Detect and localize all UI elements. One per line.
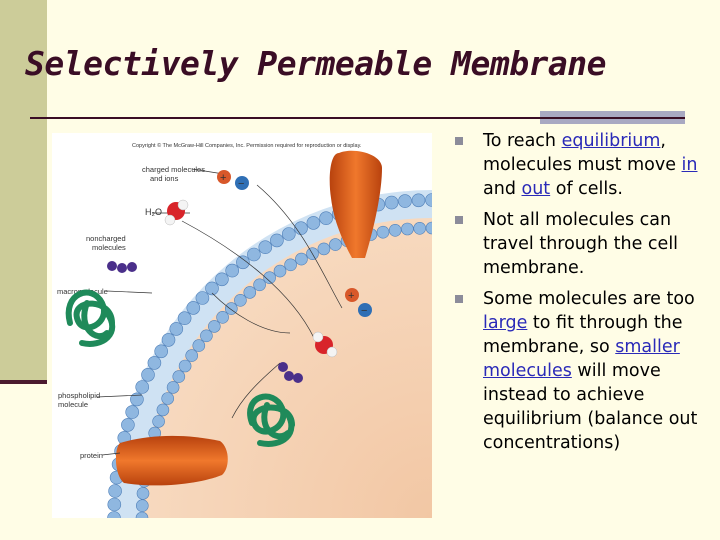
phospholipid-head	[329, 239, 341, 251]
label-charged-2: and ions	[150, 174, 179, 183]
phospholipid-head	[234, 294, 246, 306]
positive-ion-sign: +	[220, 172, 227, 184]
phospholipid-head	[226, 264, 239, 277]
slide-title: Selectively Permeable Membrane	[25, 44, 607, 83]
phospholipid-head	[178, 312, 191, 325]
membrane-illustration	[52, 133, 432, 518]
phospholipid-head	[399, 195, 412, 208]
bullet-list	[455, 129, 710, 462]
phospholipid-head	[200, 330, 212, 342]
phospholipid-head	[155, 345, 168, 358]
label-phospholipid-2: molecule	[58, 400, 89, 409]
phospholipid-head	[389, 224, 401, 236]
bullet-marker	[455, 216, 463, 224]
phospholipid-head	[215, 273, 228, 286]
phospholipid-head	[259, 241, 272, 254]
hyperlink[interactable]: smaller molecules	[483, 337, 680, 381]
hyperlink[interactable]: out	[521, 179, 551, 199]
phospholipid-head	[187, 301, 200, 314]
label-water: H₂O	[145, 207, 162, 217]
positive-ion-inside-sign: +	[348, 290, 355, 302]
phospholipid-head	[137, 487, 149, 499]
phospholipid-head	[179, 360, 191, 372]
phospholipid-head	[162, 333, 175, 346]
label-charged-1: charged molecules	[142, 165, 205, 174]
phospholipid-head	[121, 418, 134, 431]
phospholipid-head	[274, 265, 286, 277]
bullet-text	[483, 210, 678, 278]
phospholipid-head	[295, 253, 307, 265]
phospholipid-head	[126, 406, 139, 419]
bullet-text-segment: Not all molecules can travel through the cell membrane.	[483, 210, 679, 278]
bullet-item	[455, 287, 710, 455]
label-noncharged-1: noncharged	[86, 234, 126, 243]
negative-ion-inside-sign: −	[361, 305, 368, 317]
phospholipid-head	[142, 368, 155, 381]
phospholipid-head	[414, 222, 426, 234]
phospholipid-head	[401, 223, 413, 235]
channel-protein-bottom	[116, 436, 228, 486]
phospholipid-head	[217, 311, 229, 323]
phospholipid-head	[162, 393, 174, 405]
label-phospholipid-1: phospholipid	[58, 391, 101, 400]
phospholipid-head	[173, 371, 185, 383]
phospholipid-head	[318, 243, 330, 255]
water-molecule-outside	[165, 200, 188, 225]
bullet-text-segment: Some molecules are too	[483, 289, 695, 309]
bullet-marker	[455, 137, 463, 145]
phospholipid-head	[254, 279, 266, 291]
phospholipid-head	[170, 322, 183, 335]
bullet-text-segment: , molecules must move	[483, 131, 682, 175]
phospholipid-head	[320, 212, 333, 225]
hyperlink[interactable]: equilibrium	[561, 131, 661, 151]
label-noncharged-2: molecules	[92, 243, 126, 252]
phospholipid-head	[385, 196, 398, 209]
phospholipid-head	[157, 404, 169, 416]
phospholipid-head	[167, 381, 179, 393]
phospholipid-head	[196, 292, 209, 305]
negative-ion-sign: −	[238, 178, 245, 190]
phospholipid-head	[264, 272, 276, 284]
phospholipid-head	[109, 485, 122, 498]
bullet-item	[455, 208, 710, 280]
bullet-marker	[455, 295, 463, 303]
phospholipid-head	[377, 226, 389, 238]
phospholipid-head	[108, 498, 121, 511]
phospholipid-head	[285, 259, 297, 271]
phospholipid-head	[206, 282, 219, 295]
hyperlink[interactable]: in	[681, 155, 698, 175]
bullet-item	[455, 129, 710, 201]
noncharged-molecule-outside	[107, 261, 137, 273]
phospholipid-head	[186, 350, 198, 362]
phospholipid-head	[193, 340, 205, 352]
bullet-text-segment: To reach	[483, 131, 562, 151]
bullet-text-segment: will move instead to achieve equilibrium (balance out concentrations)	[483, 361, 698, 453]
label-macromolecule: macromolecule	[57, 287, 108, 296]
phospholipid-head	[307, 216, 320, 229]
figure-copyright: Copyright © The McGraw-Hill Companies, Inc. Permission required for reproduction or display.	[132, 143, 362, 149]
hyperlink[interactable]: large	[483, 313, 528, 333]
phospholipid-head	[136, 381, 149, 394]
bullet-text	[483, 289, 697, 453]
phospholipid-head	[270, 234, 283, 247]
bullet-text-segment: and	[483, 179, 522, 199]
label-protein: protein	[80, 451, 103, 460]
phospholipid-head	[136, 500, 148, 512]
macromolecule-outside	[69, 293, 113, 344]
phospholipid-head	[412, 194, 425, 207]
bullet-text-segment: of cells.	[550, 179, 623, 199]
phospholipid-head	[282, 228, 295, 241]
phospholipid-head	[247, 248, 260, 261]
bullet-text	[483, 131, 698, 199]
phospholipid-head	[153, 415, 165, 427]
phospholipid-head	[148, 356, 161, 369]
bullet-text-segment: to fit through the membrane, so	[483, 313, 683, 357]
left-accent-bar-foot	[0, 380, 47, 384]
membrane-figure	[52, 133, 432, 518]
title-rule	[30, 117, 685, 119]
phospholipid-head	[208, 320, 220, 332]
phospholipid-head	[244, 286, 256, 298]
